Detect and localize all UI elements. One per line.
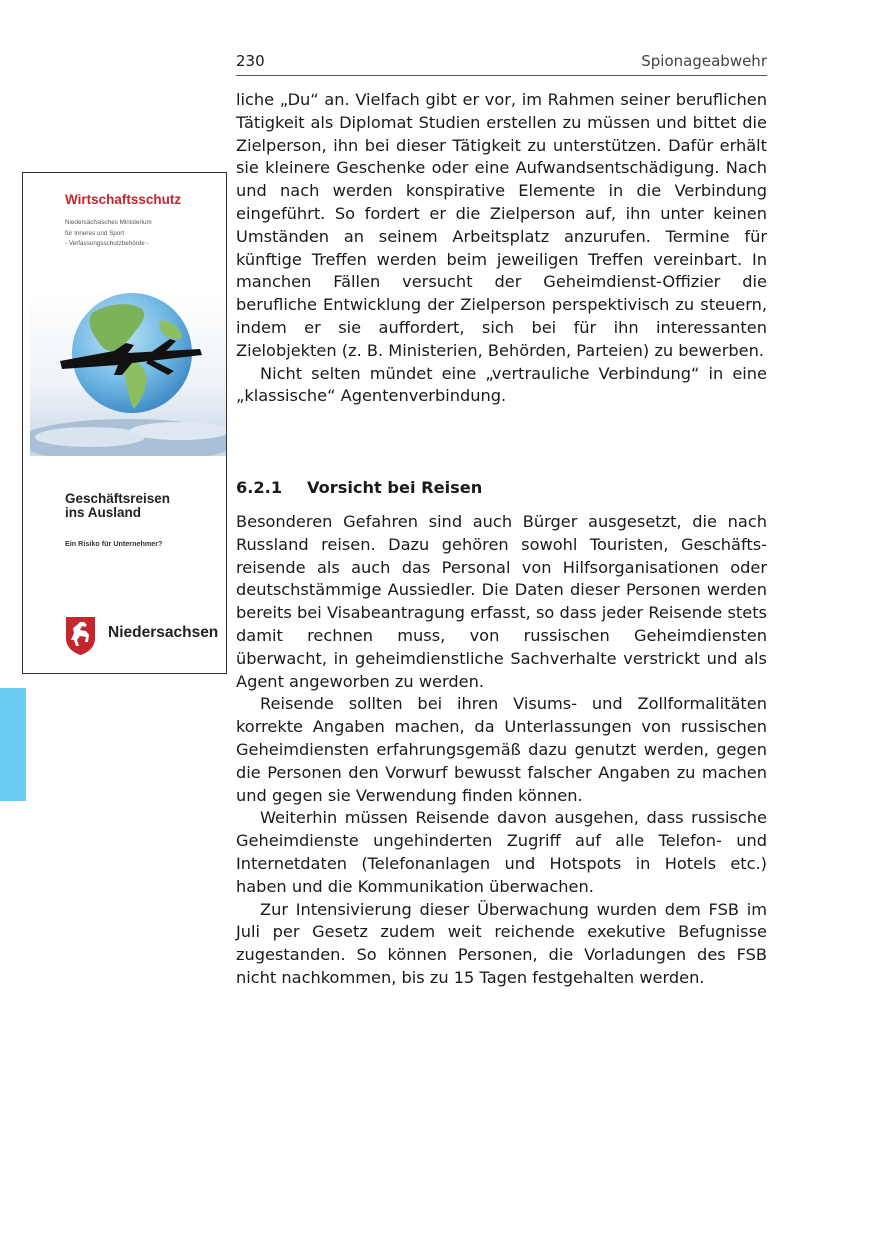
intro-text bbox=[236, 89, 767, 408]
brochure-publisher-line: - Verfassungsschutzbehörde - bbox=[65, 240, 149, 247]
lower-saxony-crest-icon bbox=[65, 616, 96, 656]
paragraph: Nicht selten mündet eine „vertrauliche Verbindung“ in eine „klassische“ Agentenverbindung. bbox=[236, 363, 767, 406]
paragraph: liche „Du“ an. Vielfach gibt er vor, im Rahmen seiner beruflichen Tätigkeit als Diplomat Studien erstellen zu müssen und bittet die Zielperson, ihn bei dieser Tätigkeit zu unterstützen. Dafür erhält sie kleinere Geschenke oder eine Aufwandsentschädigung. Nach und nach werden konspirative Elemente in die Verbindung eingeführt. So fordert er die Zielperson auf, ihn unter keinen Umständen an seinem Arbeitsplatz anzurufen. Termine für künftige Treffen werden beim jeweiligen Treffen vereinbart. In manchen Fällen versucht der Geheimdienst-Offizier die berufliche Entwicklung der Zielperson perspektivisch zu steuern, indem er sie auffordert, sich bei für ihn interessanten Zielobjekten (z. B. Ministerien, Behörden, Parteien) zu bewerben. bbox=[236, 90, 767, 360]
running-head: Spionageabwehr bbox=[641, 52, 767, 70]
brochure-title: Wirtschaftsschutz bbox=[65, 192, 182, 207]
globe-airplane-illustration bbox=[30, 291, 226, 456]
brochure-tagline: Ein Risiko für Unternehmer? bbox=[65, 539, 163, 548]
paragraph: Besonderen Gefahren sind auch Bürger ausgesetzt, die nach Russland reisen. Dazu gehören sowohl Touristen, Geschäftsreisende als auch das Personal von Hilfsorganisationen oder deutschstämmige Aussiedler. Die Daten dieser Personen werden bereits bei Visabeantragung erfasst, so dass jeder Reisende stets damit rechnen muss, von russischen Geheimdiensten überwacht, in geheimdienstliche Sachverhalte verstrickt und als Agent angeworben zu werden. bbox=[236, 512, 767, 691]
paragraph: Zur Intensivierung dieser Überwachung wurden dem FSB im Juli per Gesetz zudem weit reichende exekutive Befugnisse zugestanden. So können Personen, die Vorladungen des FSB nicht nachkommen, bis zu 15 Tagen festgehalten werden. bbox=[236, 899, 767, 987]
section-heading bbox=[236, 478, 482, 497]
brochure-headline bbox=[65, 492, 170, 520]
section-title: Vorsicht bei Reisen bbox=[307, 478, 483, 497]
brochure-headline-line: ins Ausland bbox=[65, 505, 142, 520]
header-rule bbox=[236, 75, 767, 76]
brochure-publisher bbox=[65, 218, 152, 250]
brochure-headline-line: Geschäftsreisen bbox=[65, 491, 171, 506]
paragraph: Weiterhin müssen Reisende davon ausgehen, dass russische Geheimdienste ungehinderten Zugriff auf alle Telefon- und Internetdaten (Telefonanlagen und Hotspots in Hotels etc.) haben und die Kommunikation überwachen. bbox=[236, 808, 767, 896]
section-number: 6.2.1 bbox=[236, 478, 283, 497]
brochure-publisher-line: Niedersächsisches Ministerium bbox=[65, 219, 152, 226]
side-tab bbox=[0, 688, 26, 801]
brochure-publisher-line: für Inneres und Sport bbox=[65, 229, 125, 237]
brochure-cover-image bbox=[22, 172, 227, 674]
section-body bbox=[236, 511, 767, 990]
brochure-state-name: Niedersachsen bbox=[108, 624, 219, 641]
paragraph: Reisende sollten bei ihren Visums- und Zollformalitäten korrekte Angaben machen, da Unterlassungen von russischen Geheimdiensten erfahrungsgemäß dazu genutzt werden, gegen die Personen den Vorwurf bewusst falscher Angaben zu machen und gegen sie Verwendung finden können. bbox=[236, 694, 767, 805]
page-number: 230 bbox=[236, 52, 265, 70]
